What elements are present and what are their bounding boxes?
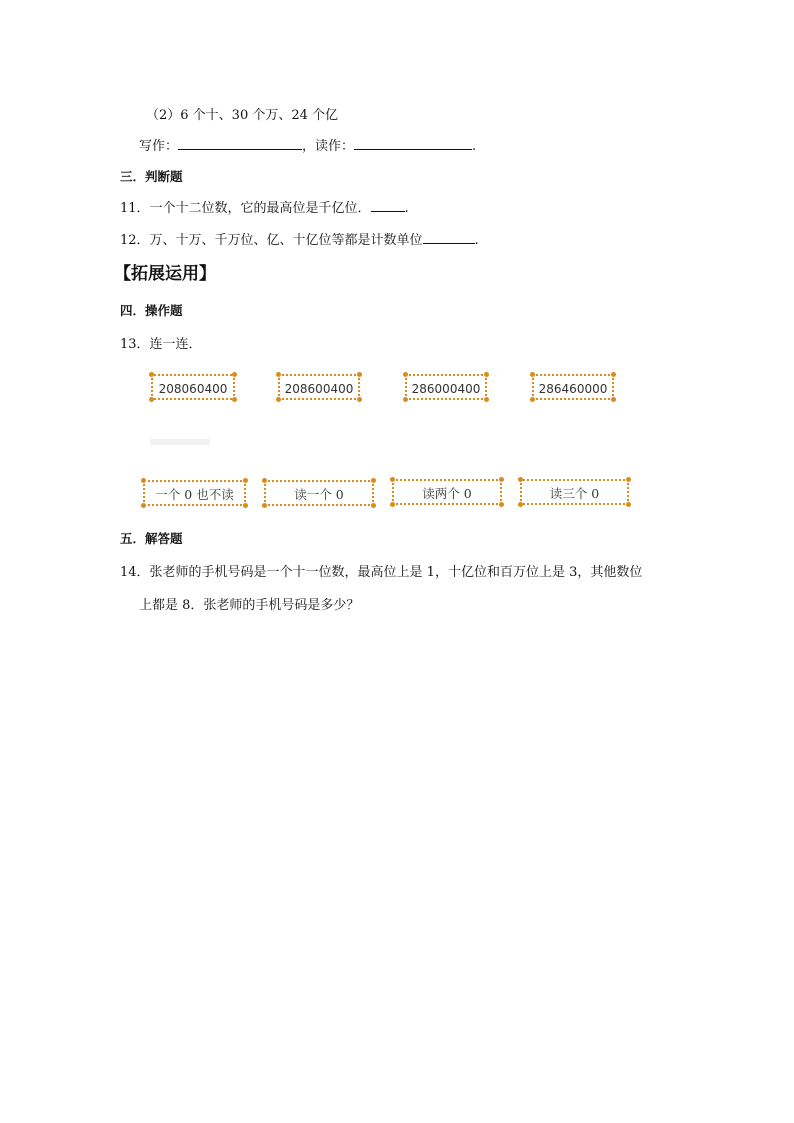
faint-mark [150,439,210,445]
q11-text: 11．一个十二位数，它的最高位是千亿位． [120,201,371,216]
reading-box-4[interactable] [520,479,629,505]
reading-box-3[interactable] [392,479,502,505]
read-label: ，读作： [302,139,355,154]
q12-blank[interactable] [423,231,475,244]
q12-end: . [474,233,479,248]
section-4-title: 四．操作题 [120,303,183,318]
q11-blank[interactable] [371,199,405,212]
reading-box-1[interactable] [143,480,246,506]
read-blank[interactable] [354,137,472,150]
q14-line1: 14．张老师的手机号码是一个十一位数，最高位上是 1，十亿位和百万位上是 3，其他数位 [120,565,643,580]
q12 [120,229,479,248]
reading-label: 读三个 0 [549,486,600,501]
reading-label: 读一个 0 [294,487,344,502]
reading-label: 读两个 0 [422,486,472,501]
number-label: 208600400 [284,382,354,396]
number-box-1[interactable] [151,374,235,400]
q12-text: 12．万、十万、千万位、亿、十亿位等都是计数单位 [120,233,423,248]
q10-answer-line [139,135,476,154]
write-label: 写作： [139,139,179,154]
number-label: 286460000 [538,382,608,396]
number-label: 286000400 [411,382,481,396]
write-blank[interactable] [178,137,302,150]
section-3-title: 三．判断题 [120,169,183,184]
q10-end: . [472,139,477,154]
section-5-title: 五．解答题 [120,531,183,546]
number-box-2[interactable] [278,374,360,400]
q14-line2: 上都是 8．张老师的手机号码是多少？ [139,598,360,613]
reading-label: 一个 0 也不读 [155,487,234,502]
number-box-4[interactable] [532,374,614,400]
reading-box-2[interactable] [264,480,374,506]
q11-end: . [404,201,409,216]
extension-title: 【拓展运用】 [114,264,216,284]
q11 [120,197,409,216]
number-box-3[interactable] [405,374,487,400]
number-label: 208060400 [158,382,228,396]
q13-text: 13．连一连． [120,337,202,352]
q10-part2: （2）6 个十、30 个万、24 个亿 [146,108,339,123]
